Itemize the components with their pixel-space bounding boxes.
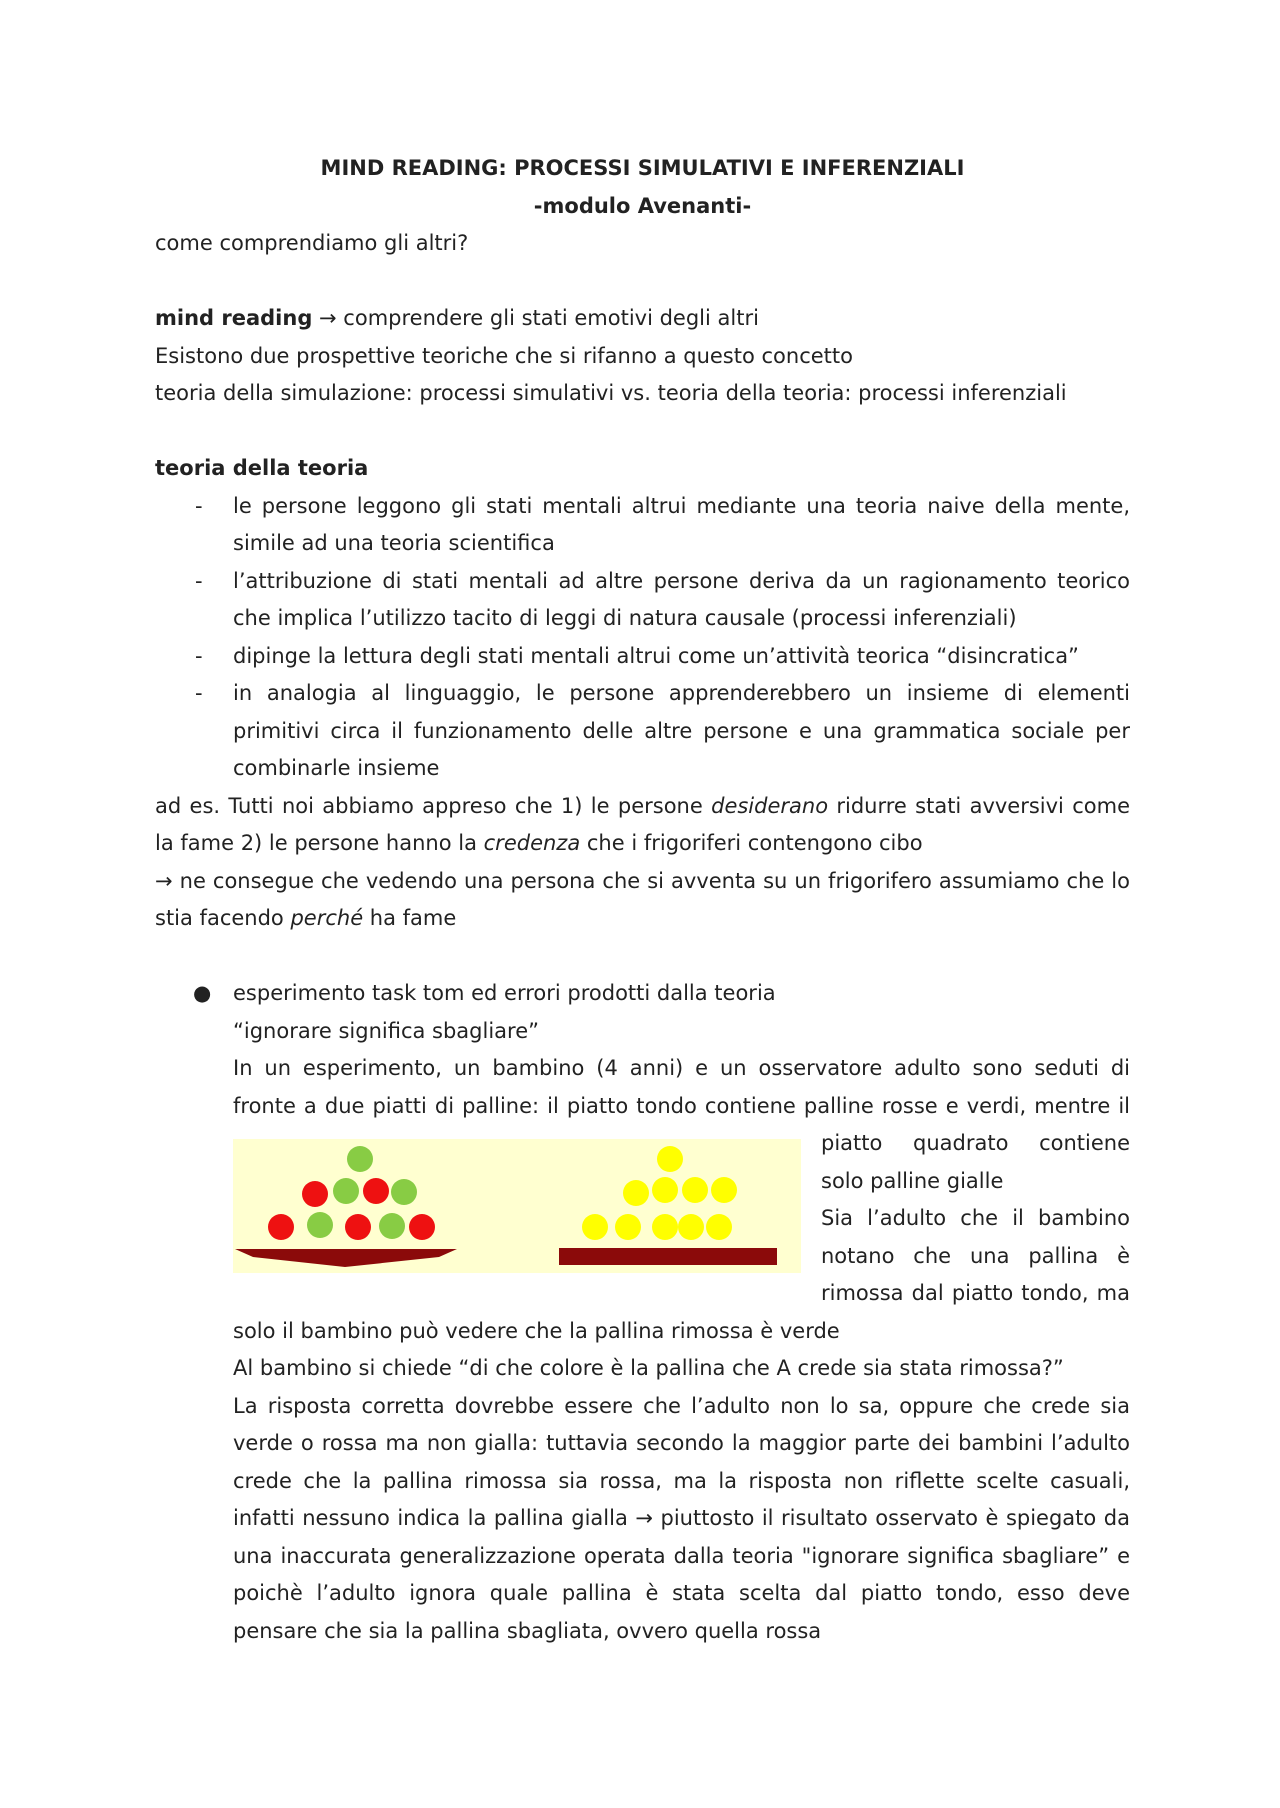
green-ball	[333, 1178, 359, 1204]
round-plate	[235, 1249, 457, 1267]
consequence-paragraph: → ne consegue che vedendo una persona che si avventa su un frigorifero assumiamo che lo stia facendo perché ha fame	[155, 868, 1130, 930]
theory-points-list	[155, 488, 1130, 788]
mind-reading-term: mind reading	[155, 306, 313, 330]
yellow-ball	[657, 1146, 683, 1172]
red-ball	[363, 1178, 389, 1204]
mind-reading-text: → comprendere gli stati emotivi degli altri	[312, 306, 759, 330]
dash-marker: -	[195, 568, 203, 593]
red-ball	[409, 1214, 435, 1240]
page-subtitle: -modulo Avenanti-	[533, 193, 752, 218]
dash-marker: -	[195, 681, 203, 705]
red-ball	[345, 1214, 371, 1240]
bullet-icon: ●	[193, 981, 212, 1005]
red-ball	[302, 1181, 328, 1207]
list-item: - le persone leggono gli stati mentali altrui mediante una teoria naive della mente, simile ad una teoria scientifica	[155, 488, 1130, 563]
mind-reading-definition	[155, 300, 1130, 338]
yellow-ball	[652, 1177, 678, 1203]
experiment-intro-text	[233, 1050, 1130, 1350]
experiment-answer: La risposta corretta dovrebbe essere che l’adulto non lo sa, oppure che crede sia verde o rossa ma non gialla: tuttavia secondo la maggior parte dei bambini l’adulto crede che la pallina rimossa sia rossa, ma la risposta non riflette scelte casuali, infatti nessuno indica la pallina gialla → piuttosto il risultato osservato è spiegato da una inaccurata generalizzazione operata dalla teoria "ignorare significa sbagliare” e poichè l’adulto ignora quale pallina è stata scelta dal piatto tondo, esso deve pensare che sia la pallina sbagliata, ovvero quella rossa	[233, 1393, 1130, 1643]
green-ball	[391, 1179, 417, 1205]
yellow-ball	[615, 1214, 641, 1240]
comparison-line: teoria della simulazione: processi simulativi vs. teoria della teoria: processi inferenziali	[155, 381, 1067, 405]
perspectives-line: Esistono due prospettive teoriche che si rifanno a questo concetto	[155, 343, 853, 368]
experiment-block	[155, 975, 1130, 1650]
example-paragraph: ad es. Tutti noi abbiamo appreso che 1) le persone desiderano ridurre stati avversivi come la fame 2) le persone hanno la credenza che i frigoriferi contengono cibo	[155, 793, 1130, 855]
experiment-heading: esperimento task tom ed errori prodotti dalla teoria	[233, 981, 776, 1005]
experiment-question: Al bambino si chiede “di che colore è la pallina che A crede sia stata rimossa?”	[233, 1356, 1064, 1380]
green-ball	[347, 1146, 373, 1172]
page-title: MIND READING: PROCESSI SIMULATIVI E INFERENZIALI	[320, 156, 965, 180]
experiment-intro-paragraph: In un esperimento, un bambino (4 anni) e un osservatore adulto sono seduti di fronte a due piatti di palline: il piatto tondo contiene palline rosse e verdi, mentre il piatto quadrato contiene solo palline gialle Sia l’adulto che il bambino notano che una pallina è rimossa dal piatto tondo, ma solo il bambino può vedere che la pallina rimossa è verde	[233, 1056, 1130, 1343]
experiment-body	[233, 1050, 1130, 1350]
balls-plates-figure	[233, 1139, 801, 1273]
experiment-quote: “ignorare significa sbagliare”	[233, 1018, 540, 1043]
yellow-ball	[582, 1214, 608, 1240]
experiment-observed: Sia l’adulto che il bambino notano che una pallina è rimossa dal piatto tondo, ma solo il bambino può vedere che la pallina rimossa è verde	[233, 1206, 1130, 1343]
green-ball	[307, 1212, 333, 1238]
green-ball	[379, 1213, 405, 1239]
list-item: - in analogia al linguaggio, le persone apprenderebbero un insieme di elementi primitivi circa il funzionamento delle altre persone e una grammatica sociale per combinarle insieme	[155, 675, 1130, 788]
balls-plates-illustration	[233, 1139, 801, 1273]
yellow-ball	[652, 1214, 678, 1240]
yellow-ball	[711, 1177, 737, 1203]
square-plate	[559, 1248, 777, 1265]
list-item: - dipinge la lettura degli stati mentali altrui come un’attività teorica “disincratica”	[155, 638, 1130, 676]
yellow-ball	[623, 1180, 649, 1206]
yellow-ball	[682, 1177, 708, 1203]
yellow-ball	[706, 1214, 732, 1240]
dash-marker: -	[195, 493, 203, 518]
yellow-ball	[678, 1214, 704, 1240]
dash-marker: -	[195, 643, 203, 668]
red-ball	[268, 1214, 294, 1240]
list-item: - l’attribuzione di stati mentali ad altre persone deriva da un ragionamento teorico che implica l’utilizzo tacito di leggi di natura causale (processi inferenziali)	[155, 563, 1130, 638]
section-heading: teoria della teoria	[155, 456, 369, 480]
document-page	[155, 150, 1130, 1650]
intro-question: come comprendiamo gli altri?	[155, 231, 469, 255]
